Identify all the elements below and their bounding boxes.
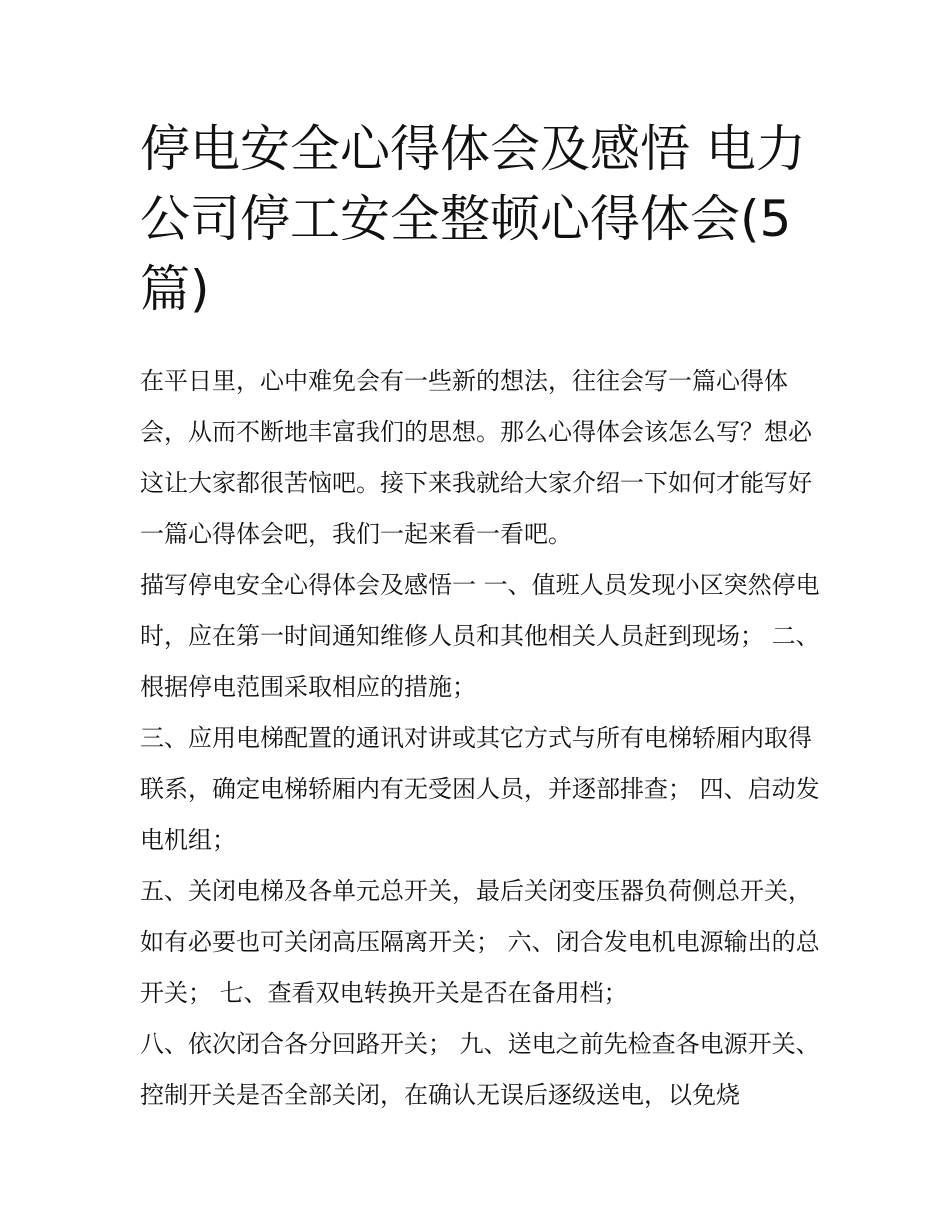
paragraph-section-1: 描写停电安全心得体会及感悟一 一、值班人员发现小区突然停电时，应在第一时间通知维修人员和其他相关人员赶到现场； 二、根据停电范围采取相应的措施； [140, 571, 820, 701]
paragraph-section-5: 五、关闭电梯及各单元总开关，最后关闭变压器负荷侧总开关，如有必要也可关闭高压隔离开关； 六、闭合发电机电源输出的总开关； 七、查看双电转换开关是否在备用档； [140, 877, 820, 1007]
paragraph-section-8: 八、依次闭合各分回路开关； 九、送电之前先检查各电源开关、控制开关是否全部关闭，在确认无误后逐级送电，以免烧 [140, 1030, 820, 1109]
paragraph-intro: 在平日里，心中难免会有一些新的想法，往往会写一篇心得体会，从而不断地丰富我们的思想。那么心得体会该怎么写？想必这让大家都很苦恼吧。接下来我就给大家介绍一下如何才能写好一篇心得体会吧，我们一起来看一看吧。 [140, 367, 812, 548]
title-text-part1: 停电安全心得体会及感悟 电力公司停工安全整顿心得体会(5 [140, 120, 806, 248]
paragraph-section-3: 三、应用电梯配置的通讯对讲或其它方式与所有电梯轿厢内取得联系，确定电梯轿厢内有无受困人员，并逐部排查； 四、启动发电机组； [140, 724, 820, 854]
title-text-part2: 篇) [140, 260, 210, 318]
document-title [140, 114, 820, 324]
document-body [140, 356, 820, 1121]
